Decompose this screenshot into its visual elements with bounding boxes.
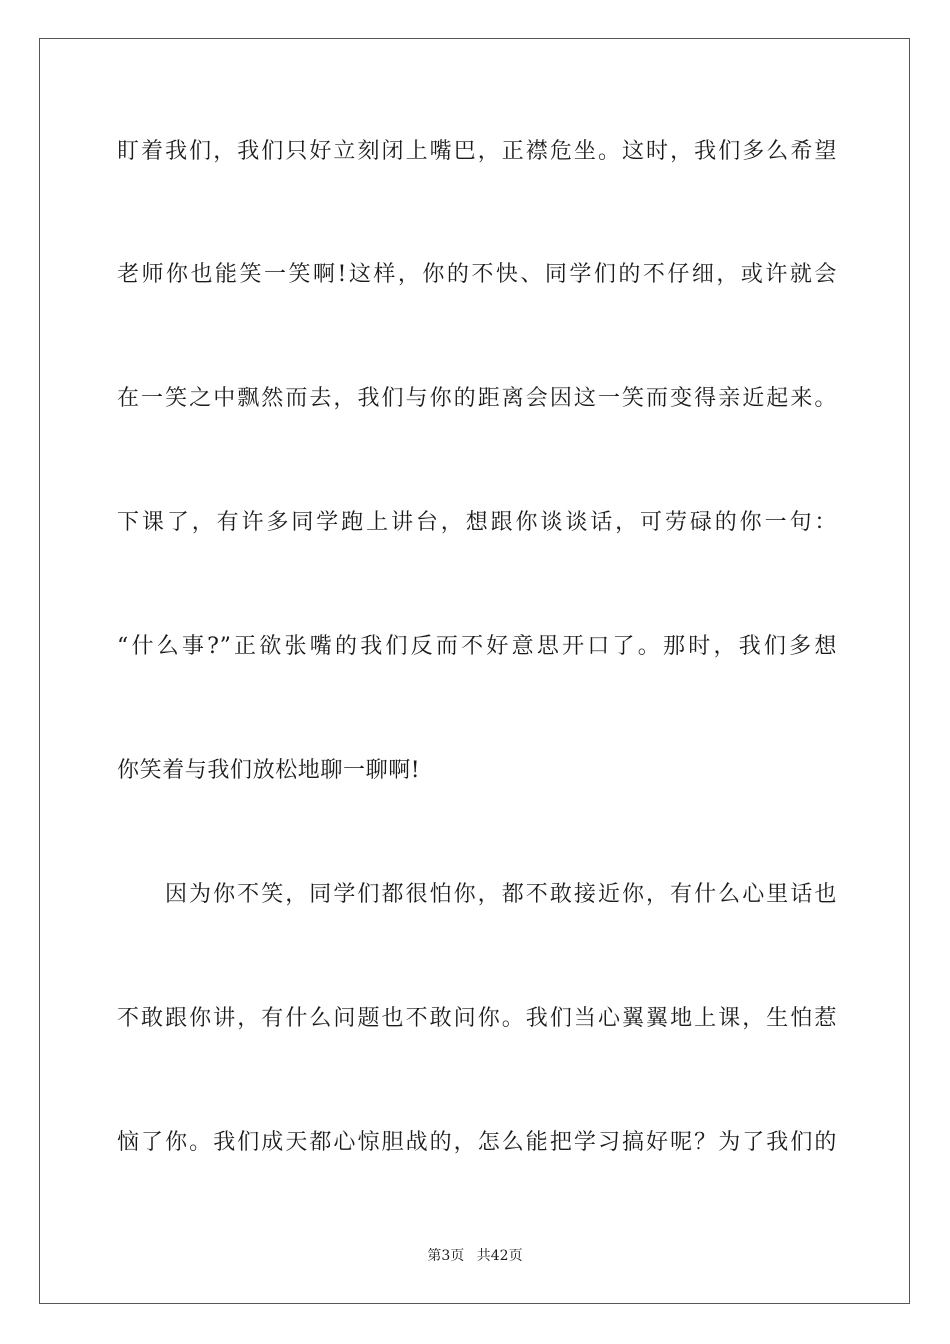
text-line-9: 恼了你。我们成天都心惊胆战的，怎么能把学习搞好呢？为了我们的 — [117, 1130, 837, 1155]
total-pages: 共42页 — [476, 1248, 523, 1264]
text-line-4: 下课了，有许多同学跑上讲台，想跟你谈谈话，可劳碌的你一句： — [117, 510, 837, 535]
page-footer — [0, 1246, 950, 1266]
text-line-1: 盯着我们，我们只好立刻闭上嘴巴，正襟危坐。这时，我们多么希望 — [117, 139, 837, 164]
page-frame — [39, 38, 910, 1304]
text-line-8: 不敢跟你讲，有什么问题也不敢问你。我们当心翼翼地上课，生怕惹 — [117, 1006, 837, 1031]
text-line-6: 你笑着与我们放松地聊一聊啊! — [117, 758, 421, 783]
page-number: 第3页 — [427, 1248, 465, 1264]
text-line-3: 在一笑之中飘然而去，我们与你的距离会因这一笑而变得亲近起来。 — [117, 386, 837, 411]
text-line-5: “什么事?”正欲张嘴的我们反而不好意思开口了。那时，我们多想 — [117, 634, 837, 659]
text-line-2: 老师你也能笑一笑啊!这样，你的不快、同学们的不仔细，或许就会 — [117, 262, 837, 287]
text-line-7: 因为你不笑，同学们都很怕你，都不敢接近你，有什么心里话也 — [165, 882, 837, 907]
